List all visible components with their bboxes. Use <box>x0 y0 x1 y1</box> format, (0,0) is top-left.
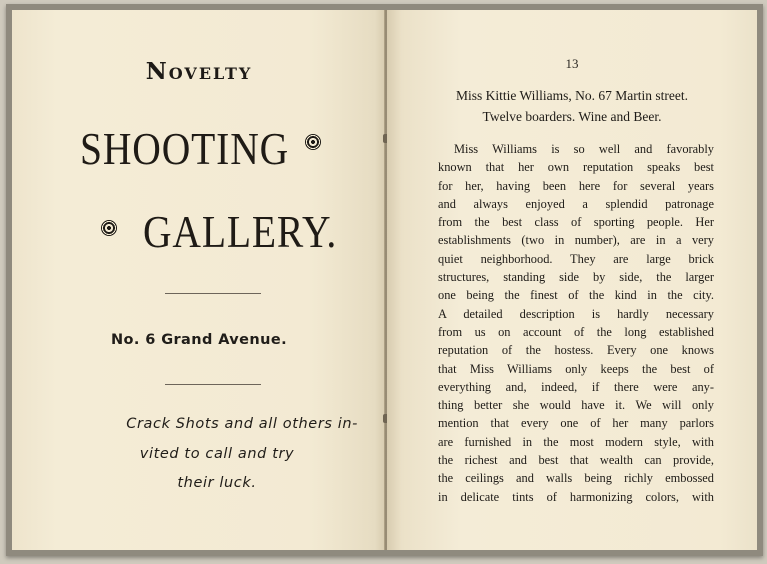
invitation-line: Crack Shots and all others in- <box>126 416 358 432</box>
entry-heading: Miss Kittie Williams, No. 67 Martin street. <box>455 88 689 103</box>
body-line: that Miss Williams only keeps the best of <box>438 361 714 376</box>
body-line: everything and, indeed, if there were any- <box>438 379 714 394</box>
left-page <box>12 10 386 550</box>
invitation-line: their luck. <box>177 475 257 491</box>
body-line: A detailed description is hardly necessary <box>438 306 714 321</box>
body-line: one being the finest of the kind in the city. <box>438 288 714 303</box>
body-line: thing better she would have it. We will only <box>438 398 714 413</box>
body-line: establishments (two in number), are in a very <box>438 233 714 248</box>
body-line: for her, having been here for several years <box>438 178 714 193</box>
shooting-heading: SHOOTING <box>80 123 290 174</box>
page-number: 13 <box>565 56 579 71</box>
body-line: the richest and best that wealth can provide, <box>438 453 714 468</box>
body-line: reputation of the hostess. Every one knows <box>438 343 714 358</box>
body-line: are furnished in the most modern style, with <box>438 434 714 449</box>
invitation-text <box>72 410 362 499</box>
right-page <box>387 10 757 550</box>
body-line: from us on account of the long established <box>438 324 714 339</box>
body-line: and always enjoyed a splendid patronage <box>438 196 714 211</box>
address-line: No. 6 Grand Avenue. <box>111 332 287 348</box>
body-line: structures, standing side by side, the larger <box>438 270 714 285</box>
bullseye-ornament-icon <box>101 220 117 236</box>
body-line: Miss Williams is so well and favorably <box>454 142 714 156</box>
open-booklet <box>6 4 763 556</box>
body-text <box>438 140 714 506</box>
body-line: in delicate tints of harmonizing colors, with <box>438 489 714 504</box>
body-line: from the best class of sporting people. Her <box>438 215 714 230</box>
divider-rule <box>165 384 261 385</box>
gallery-heading: GALLERY. <box>143 206 338 257</box>
body-line: mention that every one of her many parlors <box>438 416 714 431</box>
divider-rule <box>165 293 261 294</box>
novelty-heading: Novelty <box>145 58 253 85</box>
entry-subheading: Twelve boarders. Wine and Beer. <box>482 109 662 124</box>
body-line: the ceilings and walls being richly embossed <box>438 471 714 486</box>
body-line: known that her own reputation speaks best <box>438 160 714 175</box>
invitation-line: vited to call and try <box>139 445 295 462</box>
bullseye-ornament-icon <box>305 134 321 150</box>
body-line: quiet neighborhood. They are large brick <box>438 251 714 266</box>
